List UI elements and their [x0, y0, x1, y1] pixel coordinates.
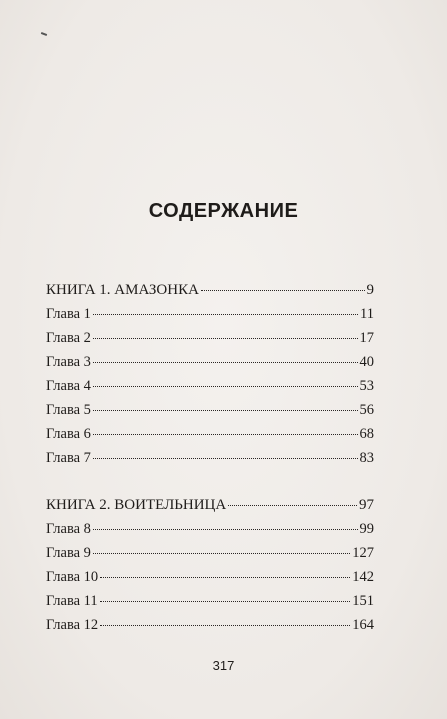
toc-chapter-entry[interactable]	[46, 569, 374, 593]
dot-leader	[100, 601, 351, 602]
toc-book-entry[interactable]	[46, 497, 374, 521]
dot-leader	[93, 553, 350, 554]
dot-leader	[93, 529, 358, 530]
toc-entry-label: Глава 4	[46, 378, 91, 394]
toc-entry-label: Глава 7	[46, 450, 91, 466]
toc-chapter-entry[interactable]	[46, 545, 374, 569]
corner-mark	[41, 32, 47, 36]
toc-entry-page: 83	[359, 450, 374, 466]
toc-entry-label: Глава 2	[46, 330, 91, 346]
toc-entry-label: Глава 11	[46, 593, 98, 609]
dot-leader	[93, 314, 358, 315]
dot-leader	[201, 290, 365, 291]
toc-entry-page: 164	[352, 617, 374, 633]
toc-chapter-entry[interactable]	[46, 521, 374, 545]
page-title: СОДЕРЖАНИЕ	[148, 200, 299, 222]
page-number: 317	[212, 658, 235, 673]
dot-leader	[93, 362, 358, 363]
toc-chapter-entry[interactable]	[46, 617, 374, 641]
toc-entry-page: 68	[359, 426, 374, 442]
toc-entry-page: 97	[359, 497, 374, 513]
toc-chapter-entry[interactable]	[46, 378, 374, 402]
toc-entry-page: 142	[352, 569, 374, 585]
toc-entry-page: 56	[359, 402, 374, 418]
toc-chapter-entry[interactable]	[46, 330, 374, 354]
toc-chapter-entry[interactable]	[46, 450, 374, 474]
dot-leader	[93, 386, 358, 387]
toc-chapter-entry[interactable]	[46, 593, 374, 617]
toc-chapter-entry[interactable]	[46, 402, 374, 426]
toc-entry-page: 53	[359, 378, 374, 394]
toc-entry-label: КНИГА 2. ВОИТЕЛЬНИЦА	[46, 497, 227, 513]
toc-entry-page: 17	[359, 330, 374, 346]
toc-entry-label: Глава 5	[46, 402, 91, 418]
toc-entry-page: 99	[359, 521, 374, 537]
toc-entry-label: Глава 12	[46, 617, 99, 633]
dot-leader	[100, 577, 350, 578]
toc-entry-label: Глава 9	[46, 545, 91, 561]
toc-entry-page: 9	[366, 282, 374, 298]
toc-entry-label: КНИГА 1. АМАЗОНКА	[46, 282, 199, 298]
dot-leader	[100, 625, 350, 626]
toc-entry-label: Глава 10	[46, 569, 99, 585]
toc-entry-page: 11	[360, 306, 374, 322]
toc-entry-page: 127	[352, 545, 374, 561]
dot-leader	[93, 434, 358, 435]
dot-leader	[228, 505, 357, 506]
toc-chapter-entry[interactable]	[46, 306, 374, 330]
dot-leader	[93, 410, 358, 411]
dot-leader	[93, 458, 358, 459]
toc-entry-page: 40	[359, 354, 374, 370]
toc-entry-label: Глава 8	[46, 521, 91, 537]
toc-entry-page: 151	[352, 593, 374, 609]
toc-chapter-entry[interactable]	[46, 426, 374, 450]
toc-entry-label: Глава 6	[46, 426, 91, 442]
toc-section-book-1	[46, 282, 374, 474]
toc-entry-label: Глава 1	[46, 306, 91, 322]
toc-section-book-2	[46, 497, 374, 641]
toc-entry-label: Глава 3	[46, 354, 91, 370]
dot-leader	[93, 338, 358, 339]
toc-book-entry[interactable]	[46, 282, 374, 306]
toc-chapter-entry[interactable]	[46, 354, 374, 378]
